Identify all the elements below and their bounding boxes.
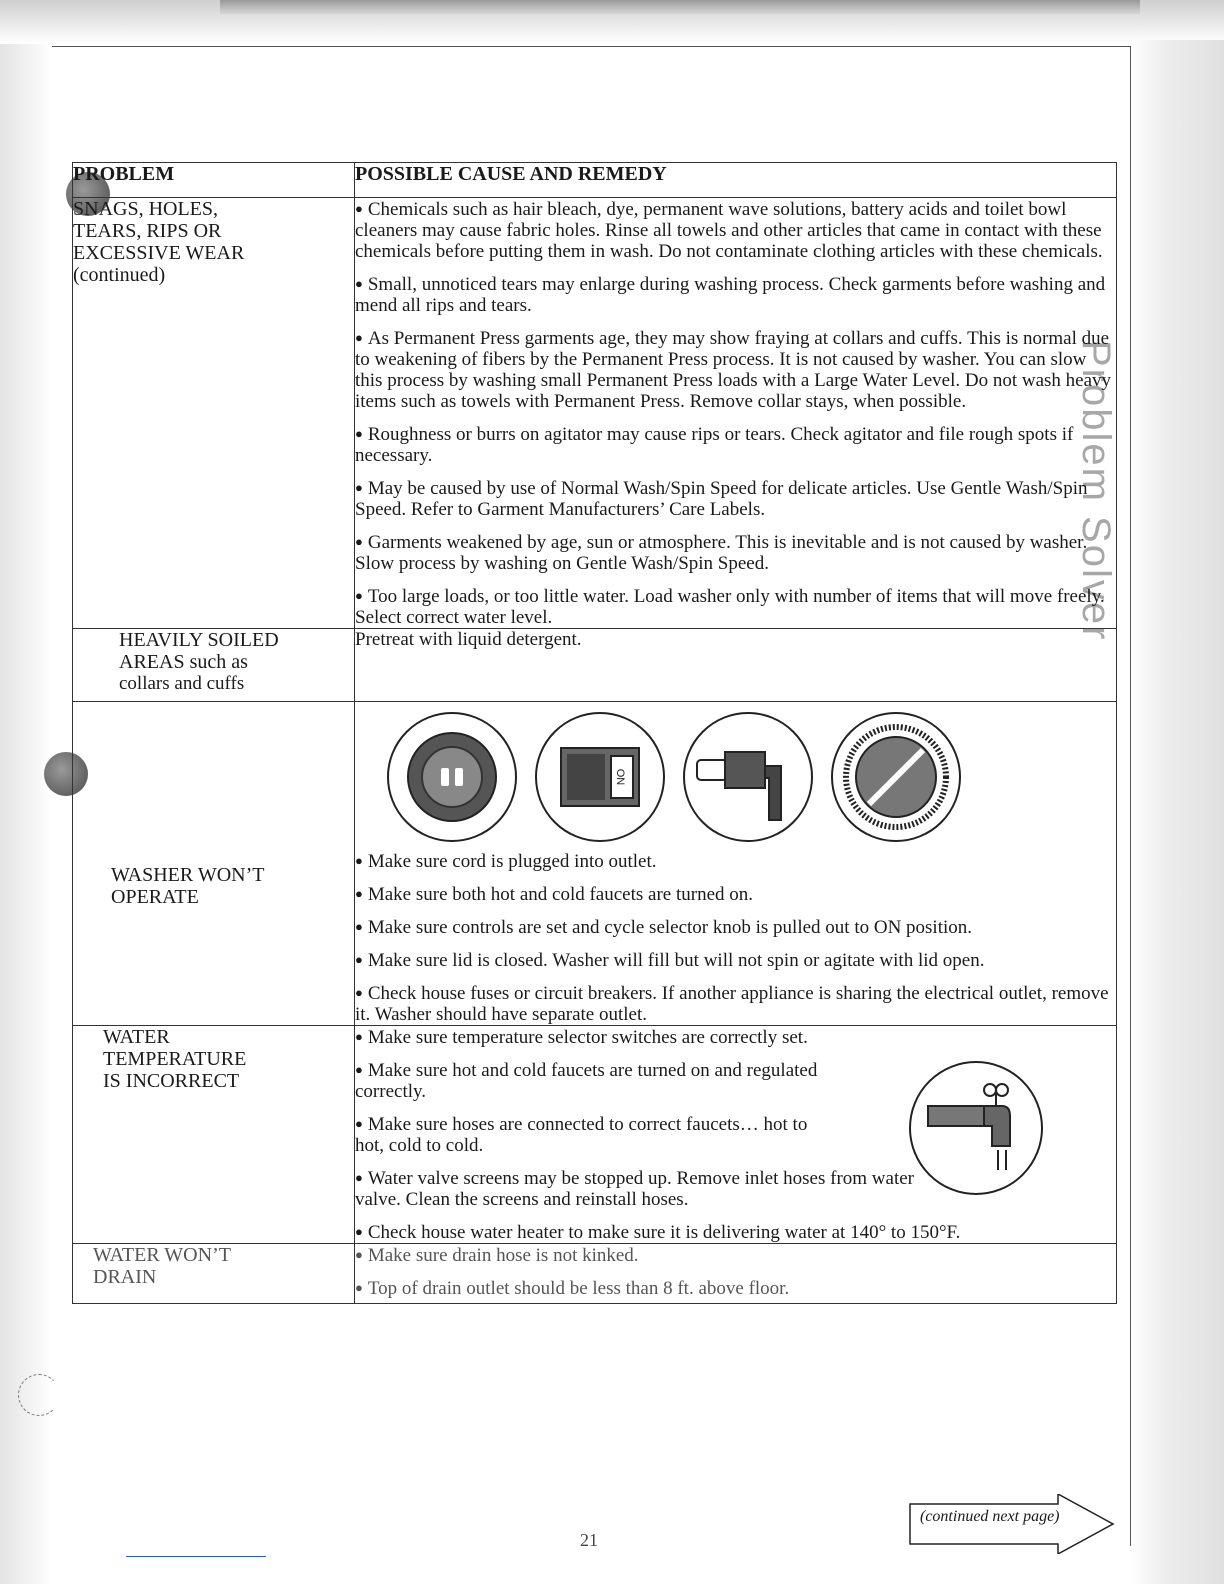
problem-line: (continued): [73, 264, 166, 286]
plug-icon: [681, 710, 815, 844]
bullet-icon: ●: [355, 985, 363, 1000]
binder-hole-outline-icon: [18, 1374, 60, 1416]
cause-cell: [355, 198, 1117, 629]
svg-text:ON: ON: [614, 768, 626, 786]
bullet-icon: ●: [355, 1062, 363, 1077]
table-header-row: [73, 163, 1117, 198]
faucet-icon: [906, 1058, 1046, 1198]
problem-line: WATER WON’T: [93, 1244, 231, 1266]
list-item: ● Make sure lid is closed. Washer will fill but will not spin or agitate with lid open.: [355, 950, 985, 971]
list-item: ● Chemicals such as hair bleach, dye, permanent wave solutions, battery acids and toilet bowl cleaners may cause fabric holes. Rinse all towels and other articles that came in contact with these chemicals before putting them in wash. Do not contaminate clothing articles with these chemicals.: [355, 199, 1103, 262]
bullet-icon: ●: [355, 330, 363, 345]
list-item: ● Make sure controls are set and cycle selector knob is pulled out to ON position.: [355, 917, 973, 938]
bullet-icon: ●: [355, 853, 363, 868]
list-item: ● Make sure hot and cold faucets are turned on and regulated correctly.: [355, 1060, 818, 1102]
problem-line: SNAGS, HOLES,: [73, 198, 219, 220]
bullet-icon: ●: [355, 426, 363, 441]
bullet-icon: ●: [355, 480, 363, 495]
bullet-icon: ●: [355, 534, 363, 549]
scan-shadow-right: [1130, 40, 1224, 1584]
list-item: ● Make sure temperature selector switches are correctly set.: [355, 1027, 808, 1048]
bullet-icon: ●: [355, 1280, 363, 1295]
problem-cell: [73, 1244, 355, 1304]
bullet-icon: ●: [355, 1224, 363, 1239]
scan-shadow-top-dark: [220, 0, 1140, 14]
cause-column-header: POSSIBLE CAUSE AND REMEDY: [355, 163, 1117, 198]
cause-cell: [355, 629, 1117, 702]
bullet-icon: ●: [355, 1247, 363, 1262]
list-item: ● Make sure hoses are connected to correct faucets… hot to hot, cold to cold.: [355, 1114, 808, 1156]
illustration-row: [355, 702, 1116, 850]
problem-line: IS INCORRECT: [103, 1070, 240, 1092]
control-knob-icon: [829, 710, 963, 844]
problem-line: WASHER WON’T: [111, 864, 265, 886]
list-item: ● Check house fuses or circuit breakers. If another appliance is sharing the electrical outlet, remove it. Washer should have separate outlet.: [355, 983, 1109, 1025]
side-tab-label: Problem Solver: [1074, 340, 1118, 642]
bullet-icon: ●: [355, 276, 363, 291]
problem-line: HEAVILY SOILED: [119, 629, 279, 651]
table-row: [73, 198, 1117, 629]
bullet-icon: ●: [355, 588, 363, 603]
scan-shadow-left: [0, 0, 52, 1584]
list-item: ● Top of drain outlet should be less than 8 ft. above floor.: [355, 1278, 790, 1299]
list-item: ● May be caused by use of Normal Wash/Spin Speed for delicate articles. Use Gentle Wash/Spin Speed. Refer to Garment Manufacturers’ Care Labels.: [355, 478, 1088, 520]
page-number: 21: [580, 1530, 598, 1550]
table-row: [73, 1244, 1117, 1304]
page-edge-top: [52, 46, 1130, 47]
bullet-icon: ●: [355, 919, 363, 934]
cause-cell: [355, 1244, 1117, 1304]
problem-line: DRAIN: [93, 1266, 157, 1288]
problem-line: EXCESSIVE WEAR: [73, 242, 245, 264]
bullet-icon: ●: [355, 886, 363, 901]
continued-label: (continued next page): [920, 1508, 1060, 1525]
table-row: [73, 702, 1117, 1026]
problem-line: TEMPERATURE: [103, 1048, 247, 1070]
problem-line: TEARS, RIPS OR: [73, 220, 222, 242]
problem-cell: [73, 702, 355, 1026]
problem-line: OPERATE: [111, 886, 199, 908]
page-edge-right: [1130, 46, 1131, 1546]
list-item: ● Make sure both hot and cold faucets are turned on.: [355, 884, 754, 905]
footer-rule: [126, 1556, 266, 1557]
list-item: ● Check house water heater to make sure it is delivering water at 140° to 150°F.: [355, 1222, 961, 1243]
problem-line: WATER: [103, 1026, 170, 1048]
bullet-icon: ●: [355, 952, 363, 967]
outlet-icon: [385, 710, 519, 844]
problem-column-header: PROBLEM: [73, 163, 355, 198]
table-row: [73, 629, 1117, 702]
fuse-box-icon: [533, 710, 667, 844]
list-item: ● As Permanent Press garments age, they may show fraying at collars and cuffs. This is normal due to weakening of fibers by the Permanent Press process. It is not caused by washer. You can slow this process by washing small Permanent Press loads with a Large Water Level. Do not wash heavy items such as towels with Permanent Press. Remove collar stays, when possible.: [355, 328, 1112, 412]
bullet-icon: ●: [355, 1170, 363, 1185]
troubleshooting-table: [72, 162, 1117, 1304]
list-item: ● Too large loads, or too little water. Load washer only with number of items that will move freely. Select correct water level.: [355, 586, 1105, 628]
cause-cell: [355, 702, 1117, 1026]
problem-cell: [73, 198, 355, 629]
problem-line: collars and cuffs: [119, 673, 245, 694]
list-item: ● Garments weakened by age, sun or atmosphere. This is inevitable and is not caused by washer. Slow process by washing on Gentle Wash/Spin Speed.: [355, 532, 1088, 574]
list-item: ● Small, unnoticed tears may enlarge during washing process. Check garments before washing and mend all rips and tears.: [355, 274, 1106, 316]
problem-cell: [73, 1026, 355, 1244]
list-item: ● Roughness or burrs on agitator may cause rips or tears. Check agitator and file rough spots if necessary.: [355, 424, 1074, 466]
problem-cell: [73, 629, 355, 702]
table-row: [73, 1026, 1117, 1244]
list-item: ● Make sure drain hose is not kinked.: [355, 1245, 639, 1266]
bullet-icon: ●: [355, 1029, 363, 1044]
list-item: ● Water valve screens may be stopped up. Remove inlet hoses from water valve. Clean the screens and reinstall hoses.: [355, 1168, 914, 1210]
list-item: ● Make sure cord is plugged into outlet.: [355, 851, 657, 872]
cause-cell: [355, 1026, 1117, 1244]
bullet-icon: ●: [355, 201, 363, 216]
bullet-icon: ●: [355, 1116, 363, 1131]
problem-line: AREAS such as: [119, 651, 248, 673]
remedy-text: Pretreat with liquid detergent.: [355, 629, 582, 650]
